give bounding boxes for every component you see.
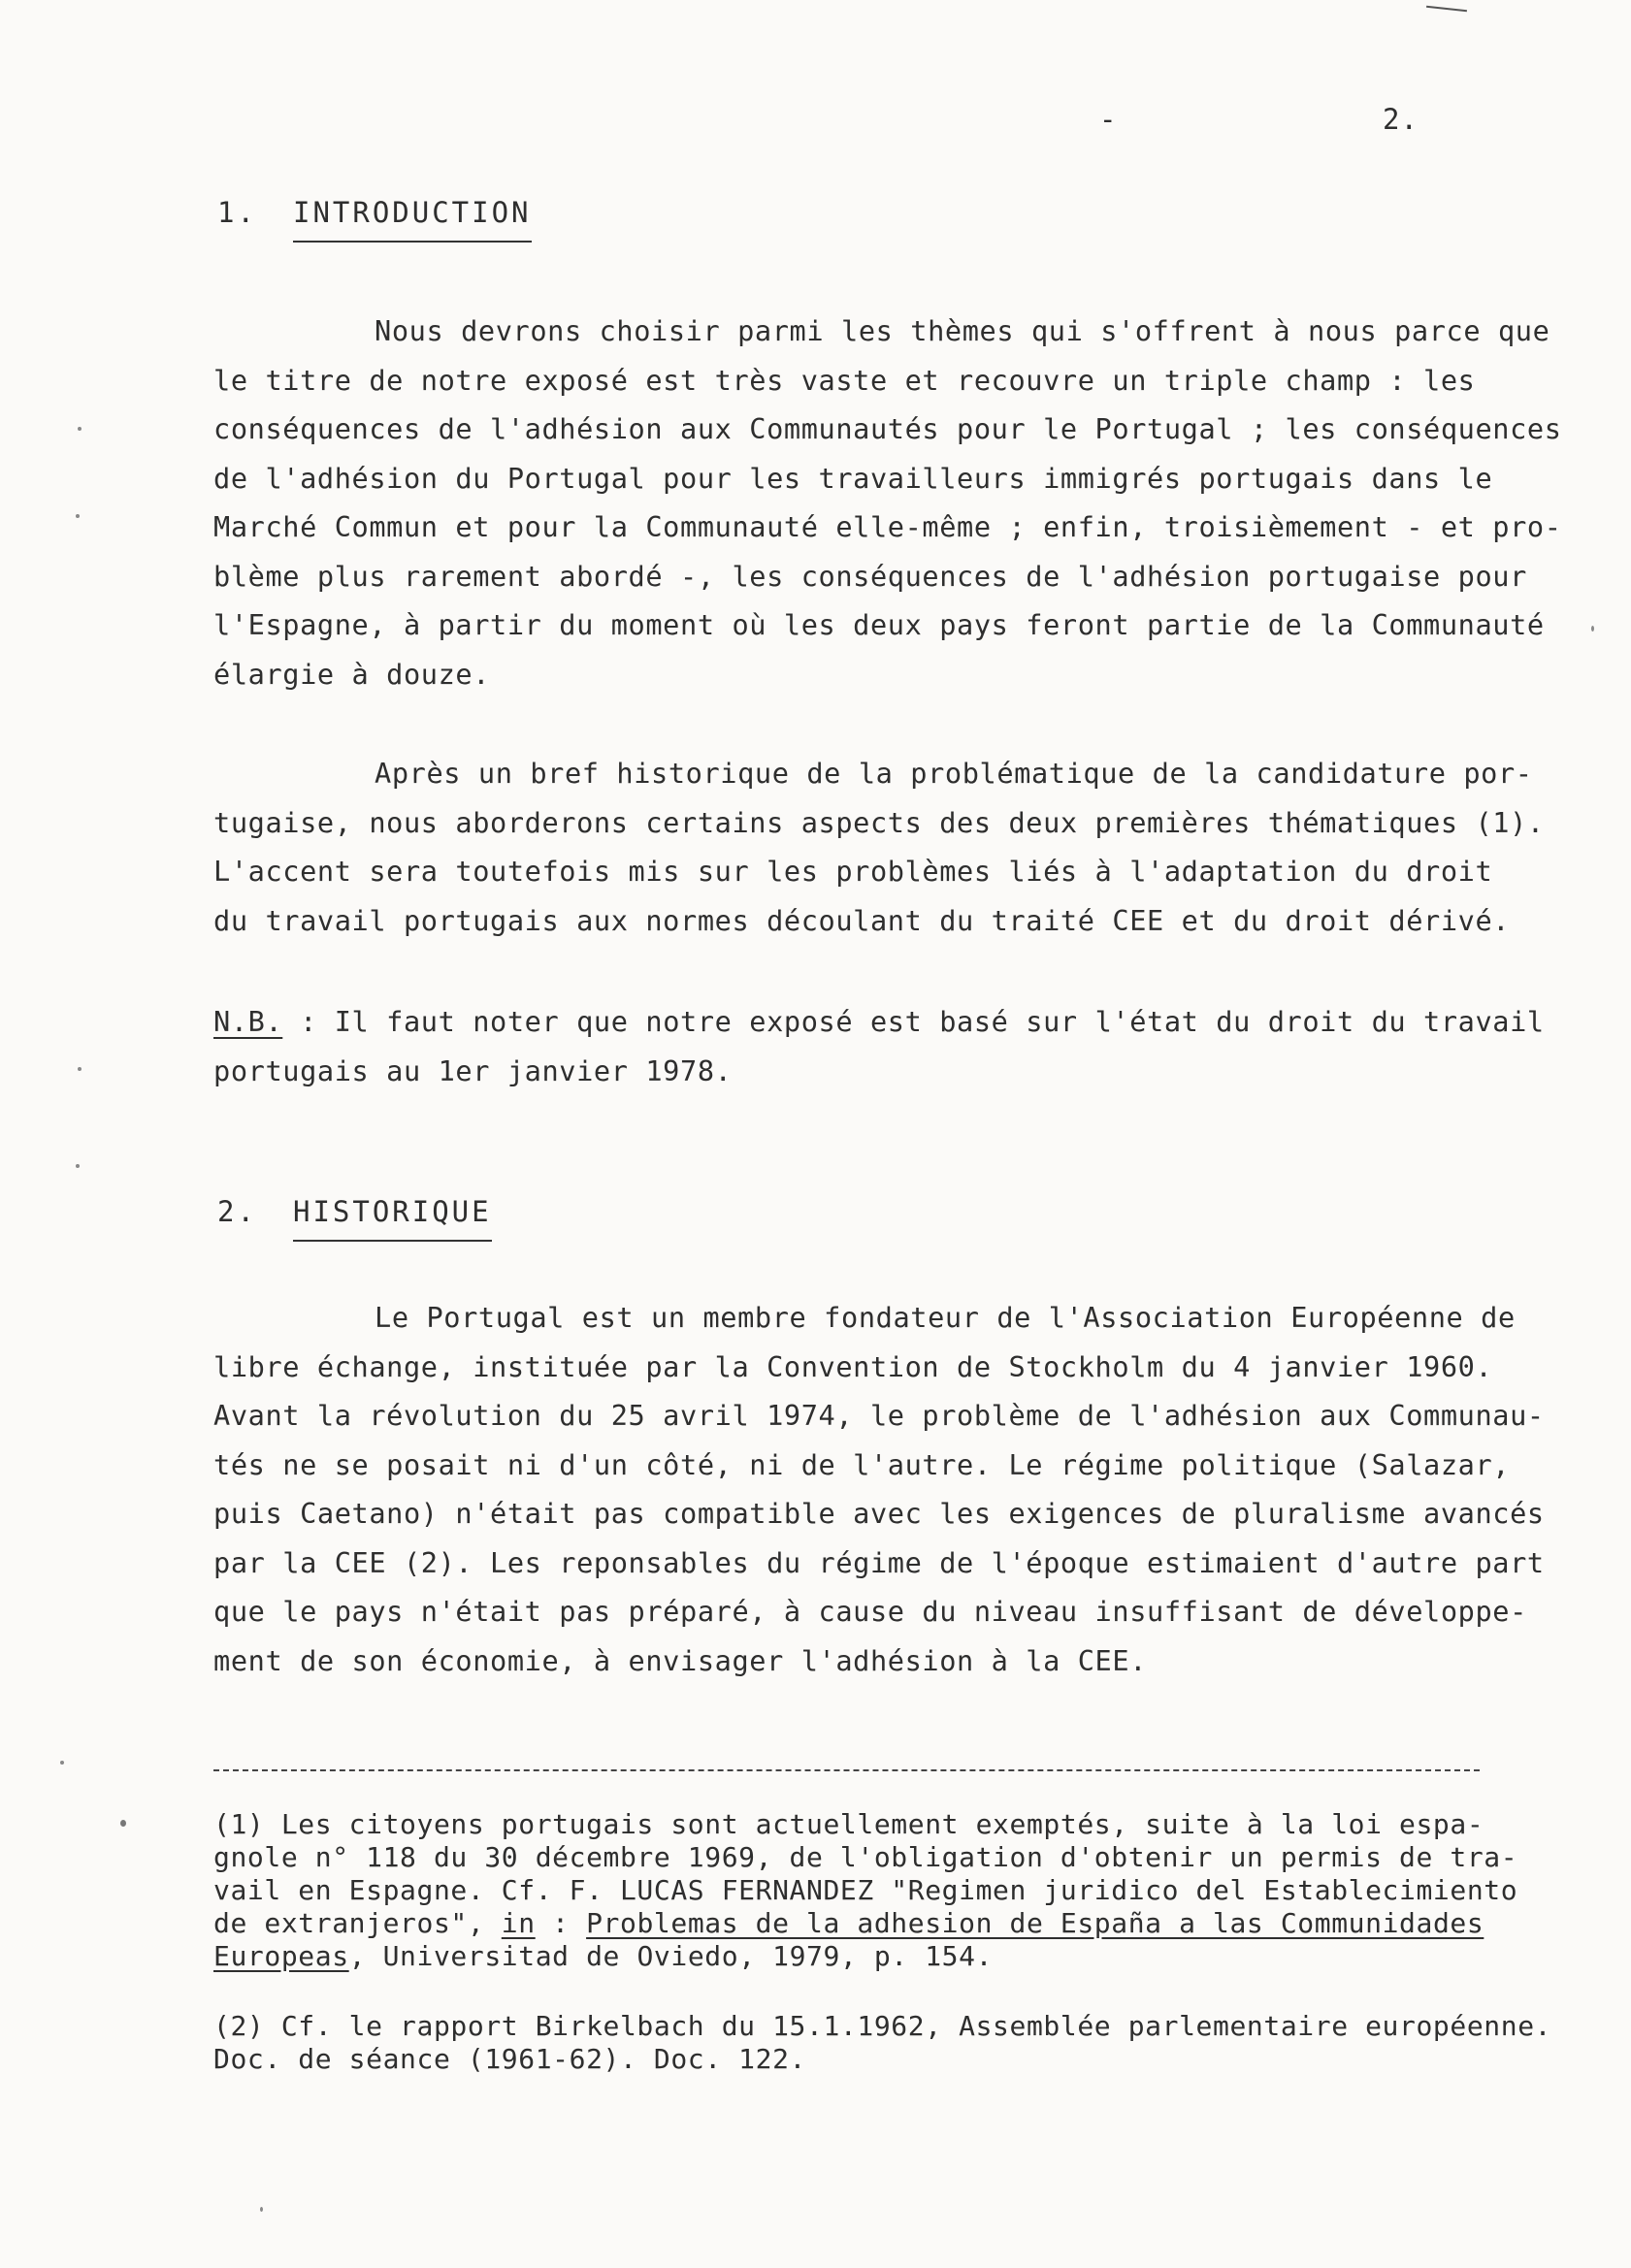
text-line: élargie à douze.: [213, 657, 491, 691]
nb-label: N.B.: [213, 1005, 283, 1038]
text-line: conséquences de l'adhésion aux Communautés pour le Portugal ; les conséquences: [213, 412, 1562, 445]
text-line: le titre de notre exposé est très vaste et recouvre un triple champ : les: [213, 363, 1476, 397]
historique-paragraph: [213, 1293, 1545, 1685]
footnote-text: :: [535, 1907, 587, 1939]
footnote-1: [213, 1808, 1523, 1973]
corner-pen-mark: [1426, 6, 1467, 12]
footnote-book-title: Problemas de la adhesion de España a las Communidades: [586, 1907, 1484, 1939]
scan-speck: [60, 1761, 64, 1765]
intro-paragraph-2: [213, 749, 1545, 945]
footnote-line: Doc. de séance (1961-62). Doc. 122.: [213, 2043, 807, 2075]
text-line: L'accent sera toutefois mis sur les problèmes liés à l'adaptation du droit: [213, 855, 1493, 888]
section-2-heading: [217, 1195, 492, 1228]
scan-speck: [76, 1164, 80, 1168]
footnote-line: (2) Cf. le rapport Birkelbach du 15.1.1962, Assemblée parlementaire européenne.: [213, 2010, 1552, 2042]
text-line: Le Portugal est un membre fondateur de l'Association Européenne de: [375, 1301, 1516, 1334]
text-line: ment de son économie, à envisager l'adhésion à la CEE.: [213, 1643, 1148, 1677]
text-line: tugaise, nous aborderons certains aspects des deux premières thématiques (1).: [213, 805, 1545, 839]
nb-text: : Il faut noter que notre exposé est basé sur l'état du droit du travail: [282, 1005, 1545, 1038]
intro-paragraph-1: [213, 307, 1562, 698]
text-line: libre échange, instituée par la Convention de Stockholm du 4 janvier 1960.: [213, 1349, 1493, 1383]
text-line: que le pays n'était pas préparé, à cause du niveau insuffisant de développe-: [213, 1595, 1527, 1628]
text-line: blème plus rarement abordé -, les conséquences de l'adhésion portugaise pour: [213, 559, 1527, 593]
page-number: 2.: [1383, 103, 1419, 136]
scan-speck: [78, 1067, 82, 1071]
text-line: par la CEE (2). Les reponsables du régime de l'époque estimaient d'autre part: [213, 1545, 1545, 1579]
scan-speck: [1591, 626, 1594, 632]
scan-speck: [260, 2207, 263, 2212]
footnote-line: vail en Espagne. Cf. F. LUCAS FERNANDEZ "Regimen juridico del Establecimiento: [213, 1874, 1518, 1906]
section-2-title: HISTORIQUE: [293, 1195, 492, 1242]
text-line: tés ne se posait ni d'un côté, ni de l'autre. Le régime politique (Salazar,: [213, 1447, 1511, 1481]
text-line: puis Caetano) n'était pas compatible avec les exigences de pluralisme avancés: [213, 1497, 1545, 1530]
text-line: Marché Commun et pour la Communauté elle-même ; enfin, troisièmement - et pro-: [213, 510, 1562, 543]
footnote-text: de extranjeros",: [213, 1907, 502, 1939]
nb-line-1: [213, 997, 1545, 1047]
footnote-line: [213, 1907, 1523, 1940]
scan-speck: [78, 427, 82, 431]
footnote-book-title-cont: Europeas: [213, 1940, 349, 1972]
footnote-separator: [213, 1769, 1480, 1771]
text-line: Nous devrons choisir parmi les thèmes qui s'offrent à nous parce que: [375, 314, 1550, 347]
section-1-heading: [217, 196, 532, 229]
page-dash: -: [1099, 103, 1117, 136]
text-line: Avant la révolution du 25 avril 1974, le problème de l'adhésion aux Communau-: [213, 1399, 1545, 1432]
nb-line-2: portugais au 1er janvier 1978.: [213, 1053, 733, 1087]
section-1-title: INTRODUCTION: [293, 196, 532, 243]
footnote-line: [213, 1940, 1523, 1973]
text-line: du travail portugais aux normes découlant du traité CEE et du droit dérivé.: [213, 903, 1511, 937]
scan-speck: [76, 514, 80, 518]
scan-speck: [120, 1820, 126, 1827]
footnote-2: [213, 2010, 1552, 2076]
footnote-line: gnole n° 118 du 30 décembre 1969, de l'obligation d'obtenir un permis de tra-: [213, 1841, 1518, 1873]
nb-note: [213, 997, 1545, 1095]
section-2-number: 2.: [217, 1195, 257, 1228]
text-line: de l'adhésion du Portugal pour les travailleurs immigrés portugais dans le: [213, 461, 1493, 495]
footnote-line: (1) Les citoyens portugais sont actuellement exemptés, suite à la loi espa-: [213, 1808, 1484, 1840]
footnote-text: , Universitad de Oviedo, 1979, p. 154.: [348, 1940, 994, 1972]
text-line: Après un bref historique de la problématique de la candidature por-: [375, 757, 1533, 790]
footnote-in-underlined: in: [501, 1907, 536, 1939]
text-line: l'Espagne, à partir du moment où les deux pays feront partie de la Communauté: [213, 608, 1545, 641]
section-1-number: 1.: [217, 196, 257, 229]
